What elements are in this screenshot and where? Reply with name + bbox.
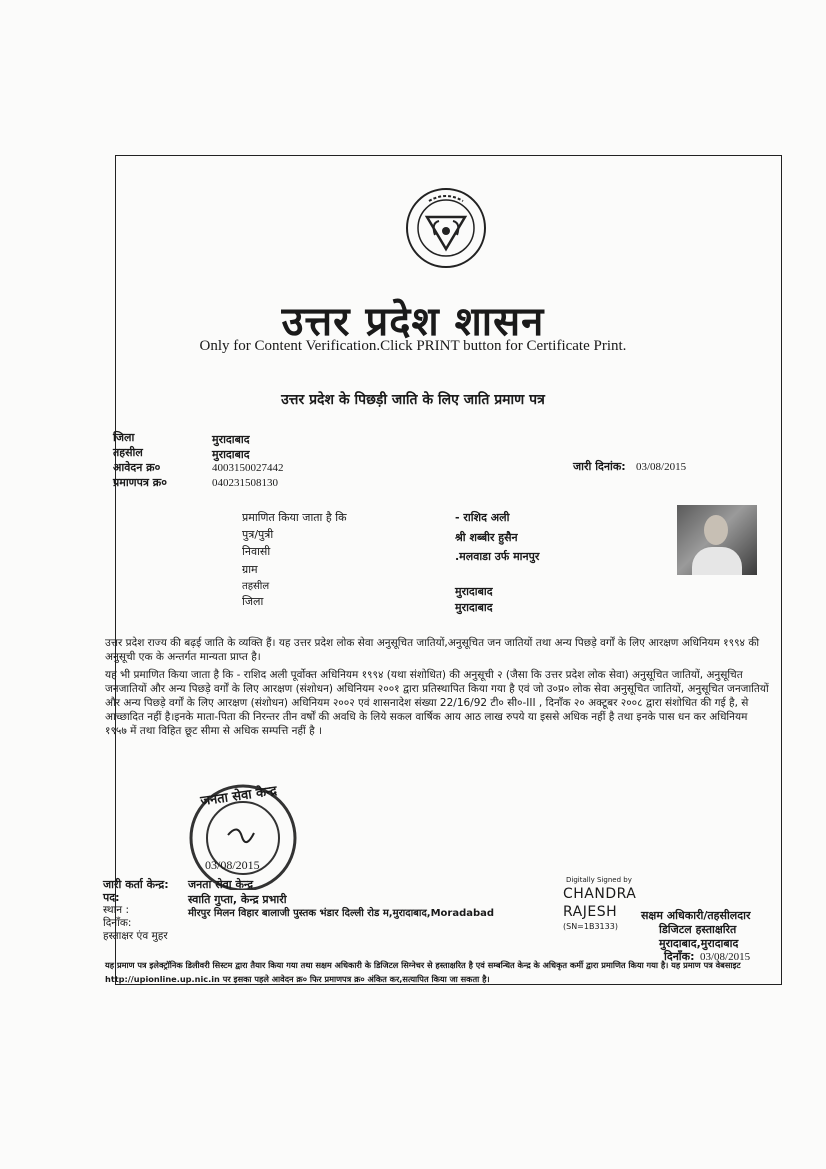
certificate-heading: उत्तर प्रदेश के पिछड़ी जाति के लिए जाति प्रमाण पत्र	[281, 392, 545, 408]
issuer-date-label: दिनाँक:	[103, 917, 132, 929]
officer-title: सक्षम अधिकारी/तहसीलदार	[641, 909, 751, 922]
father-name: श्री शब्बीर हुसैन	[455, 531, 518, 544]
person-district-label: जिला	[242, 595, 264, 608]
person-district-value: मुरादाबाद	[455, 601, 493, 614]
district-value: मुरादाबाद	[212, 433, 250, 446]
application-value: 4003150027442	[212, 462, 284, 474]
issuer-center-label: जारी कर्ता केन्द्र:	[103, 878, 169, 891]
certify-label: प्रमाणित किया जाता है कि	[242, 511, 347, 524]
stamp-text: जनता सेवा केन्द्र	[199, 783, 278, 810]
village-label: ग्राम	[242, 563, 258, 576]
person-tehsil-value: मुरादाबाद	[455, 585, 493, 598]
stamp-date: 03/08/2015	[205, 858, 260, 872]
footer-note: यह प्रमाण पत्र इलेक्ट्रॉनिक डिलीवरी सिस्टम द्वारा तैयार किया गया तथा सक्षम अधिकारी के डिजिटल सिग्नेचर से हस्ताक्षरित है एवं सम्बन्धित केन्द्र के अधिकृत कर्मी द्वारा प्रमाणित किया गया है। यह प्रमाण पत्र वेबसाइट http://upionline.up.nic.in पर इसका पहले आवेदन क्र० फिर प्रमाणपत्र क्र० अंकित कर,सत्यापित किया जा सकता है।	[105, 960, 741, 984]
signed-by-label: Digitally Signed by	[566, 876, 632, 884]
issuer-post-value: स्वाति गुप्ता, केन्द्र प्रभारी	[188, 893, 287, 906]
issue-date-value: 03/08/2015	[636, 461, 687, 473]
officer-date-value: 03/08/2015	[700, 951, 751, 963]
issuer-center-value: जनता सेवा केन्द्र	[188, 878, 254, 891]
sign-and-seal-label: हस्ताक्षर एंव मुहर	[103, 930, 168, 942]
digital-sign-text: डिजिटल हस्ताक्षरित	[659, 923, 737, 936]
certificate-number-label: प्रमाणपत्र क्र०	[113, 476, 167, 489]
district-label: जिला	[113, 431, 135, 444]
tehsil-label: तहसील	[113, 446, 143, 459]
signer-serial: (SN=1B3133)	[563, 922, 618, 931]
officer-place: मुरादाबाद,मुरादाबाद	[659, 937, 739, 950]
application-label: आवेदन क्र०	[113, 461, 161, 474]
issuer-place-value: मीरपुर मिलन विहार बालाजी पुस्तक भंडार दिल्ली रोड म,मुरादाबाद,Moradabad	[188, 908, 495, 919]
person-tehsil-label: तहसील	[242, 581, 270, 592]
applicant-photo	[677, 505, 757, 575]
certify-name: - राशिद अली	[455, 511, 510, 524]
certification-paragraph: यह भी प्रमाणित किया जाता है कि - राशिद अली पूर्वोक्त अधिनियम १९९४ (यथा संशोधित) की अनुसूची २ (जैसा कि उत्तर प्रदेश लोक सेवा) अनुसूचित जातियों, अनुसूचित जनजातियों और अन्य पिछड़े वर्गों के लिए आरक्षण (संशोधन) अधिनियम २००१ द्वारा प्रतिस्थापित किया गया है एवं जो उ०प्र० लोक सेवा अनुसूचित जातियों, अनुसूचित जनजातियों और अन्य पिछड़े वर्गों के लिए आरक्षण (संशोधन) अधिनियम २००२ एवं शासनादेश संख्या 22/16/92 टी० सी०-III , दिनाँक २० अक्टूबर २००८ द्वारा संशोधित की गई है, से आच्छादित नहीं है।इनके माता-पिता की निरन्तर तीन वर्षों की अवधि के लिये सकल वार्षिक आय आठ लाख रुपये या इससे अधिक नहीं है तथा इनके पास धन कर अधिनियम १९५७ में तथा विहित छूट सीमा से अधिक सम्पत्ति नहीं है ।	[105, 669, 769, 737]
resident-label: निवासी	[242, 545, 271, 558]
certificate-number-value: 040231508130	[212, 477, 278, 489]
issue-date-label: जारी दिनांक:	[573, 460, 626, 473]
page-title: उत्तर प्रदेश शासन	[281, 299, 545, 345]
caste-paragraph: उत्तर प्रदेश राज्य की बढ़ई जाति के व्यक्ति हैं। यह उत्तर प्रदेश लोक सेवा अनुसूचित जातियों,अनुसूचित जन जातियों तथा अन्य पिछड़े वर्गों के लिए आरक्षण अधिनियम १९९४ की अनुसूची एक के अन्तर्गत मान्यता प्राप्त है।	[105, 637, 760, 663]
son-label: पुत्र/पुत्री	[242, 528, 274, 541]
up-emblem-icon	[405, 187, 487, 269]
issuer-place-label: स्थान :	[103, 904, 130, 916]
resident-value: .मलवाडा उर्फ मानपुर	[455, 550, 540, 563]
signer-name-line2: RAJESH	[563, 904, 618, 920]
verification-notice: Only for Content Verification.Click PRINT button for Certificate Print.	[199, 338, 627, 354]
officer-date-label: दिनाँक:	[664, 950, 695, 963]
issuer-post-label: पद:	[103, 891, 120, 904]
tehsil-value: मुरादाबाद	[212, 448, 250, 461]
signer-name-line1: CHANDRA	[563, 886, 637, 902]
